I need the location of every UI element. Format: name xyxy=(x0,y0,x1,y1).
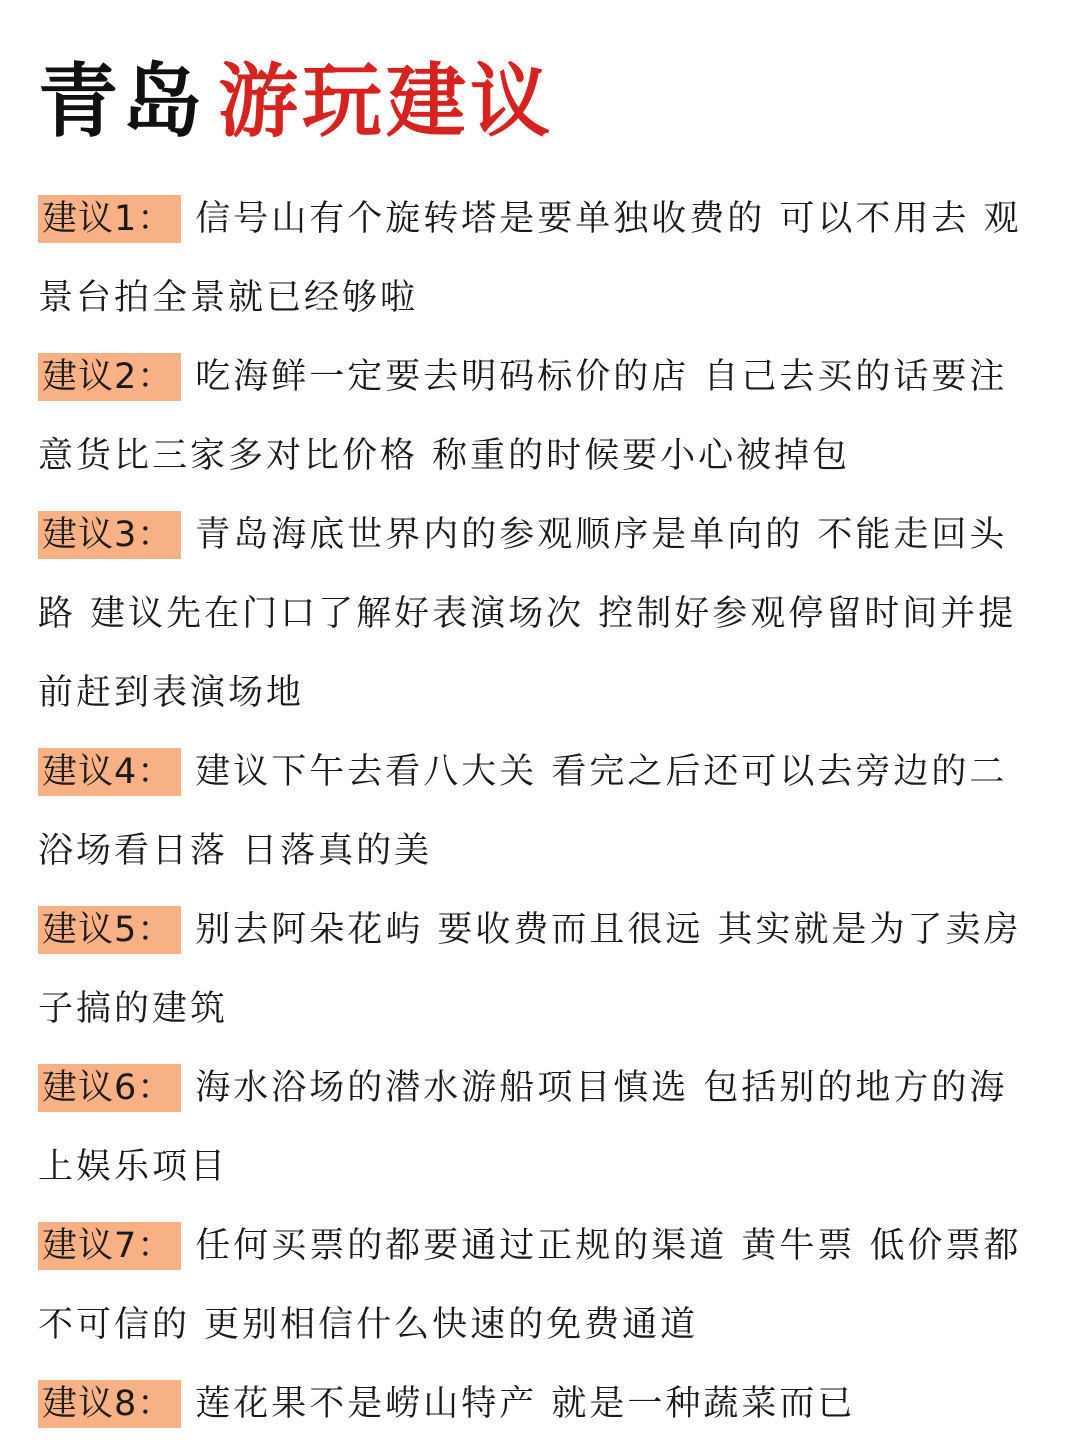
tip-item xyxy=(38,496,1040,733)
tip-label: 建议6： xyxy=(38,1064,181,1112)
tip-item xyxy=(38,733,1040,891)
tip-text: 建议下午去看八大关 看完之后还可以去旁边的二浴场看日落 日落真的美 xyxy=(38,752,1008,871)
tip-item xyxy=(38,1207,1040,1365)
tip-item xyxy=(38,1365,1040,1444)
title-city: 青岛 xyxy=(38,55,206,148)
page-title xyxy=(38,52,1040,152)
tip-text: 青岛海底世界内的参观顺序是单向的 不能走回头路 建议先在门口了解好表演场次 控制好参观停留时间并提前赶到表演场地 xyxy=(38,515,1017,713)
tip-text: 信号山有个旋转塔是要单独收费的 可以不用去 观景台拍全景就已经够啦 xyxy=(38,199,1022,318)
tip-text: 海水浴场的潜水游船项目慎选 包括别的地方的海上娱乐项目 xyxy=(38,1068,1008,1187)
tip-label: 建议3： xyxy=(38,511,181,559)
title-topic: 游玩建议 xyxy=(218,55,554,148)
tip-text: 吃海鲜一定要去明码标价的店 自己去买的话要注意货比三家多对比价格 称重的时候要小心被掉包 xyxy=(38,357,1008,476)
tip-text: 别去阿朵花屿 要收费而且很远 其实就是为了卖房子搞的建筑 xyxy=(38,910,1022,1029)
tip-label: 建议1： xyxy=(38,195,181,243)
tip-label: 建议7： xyxy=(38,1222,181,1270)
tips-list xyxy=(38,180,1040,1444)
tip-label: 建议8： xyxy=(38,1380,181,1428)
tip-text: 莲花果不是崂山特产 就是一种蔬菜而已 xyxy=(195,1384,856,1424)
tip-text: 任何买票的都要通过正规的渠道 黄牛票 低价票都不可信的 更别相信什么快速的免费通道 xyxy=(38,1226,1022,1345)
tip-label: 建议2： xyxy=(38,353,181,401)
tip-item xyxy=(38,338,1040,496)
tip-item xyxy=(38,891,1040,1049)
tip-item xyxy=(38,180,1040,338)
tip-item xyxy=(38,1049,1040,1207)
tip-label: 建议5： xyxy=(38,906,181,954)
tip-label: 建议4： xyxy=(38,748,181,796)
